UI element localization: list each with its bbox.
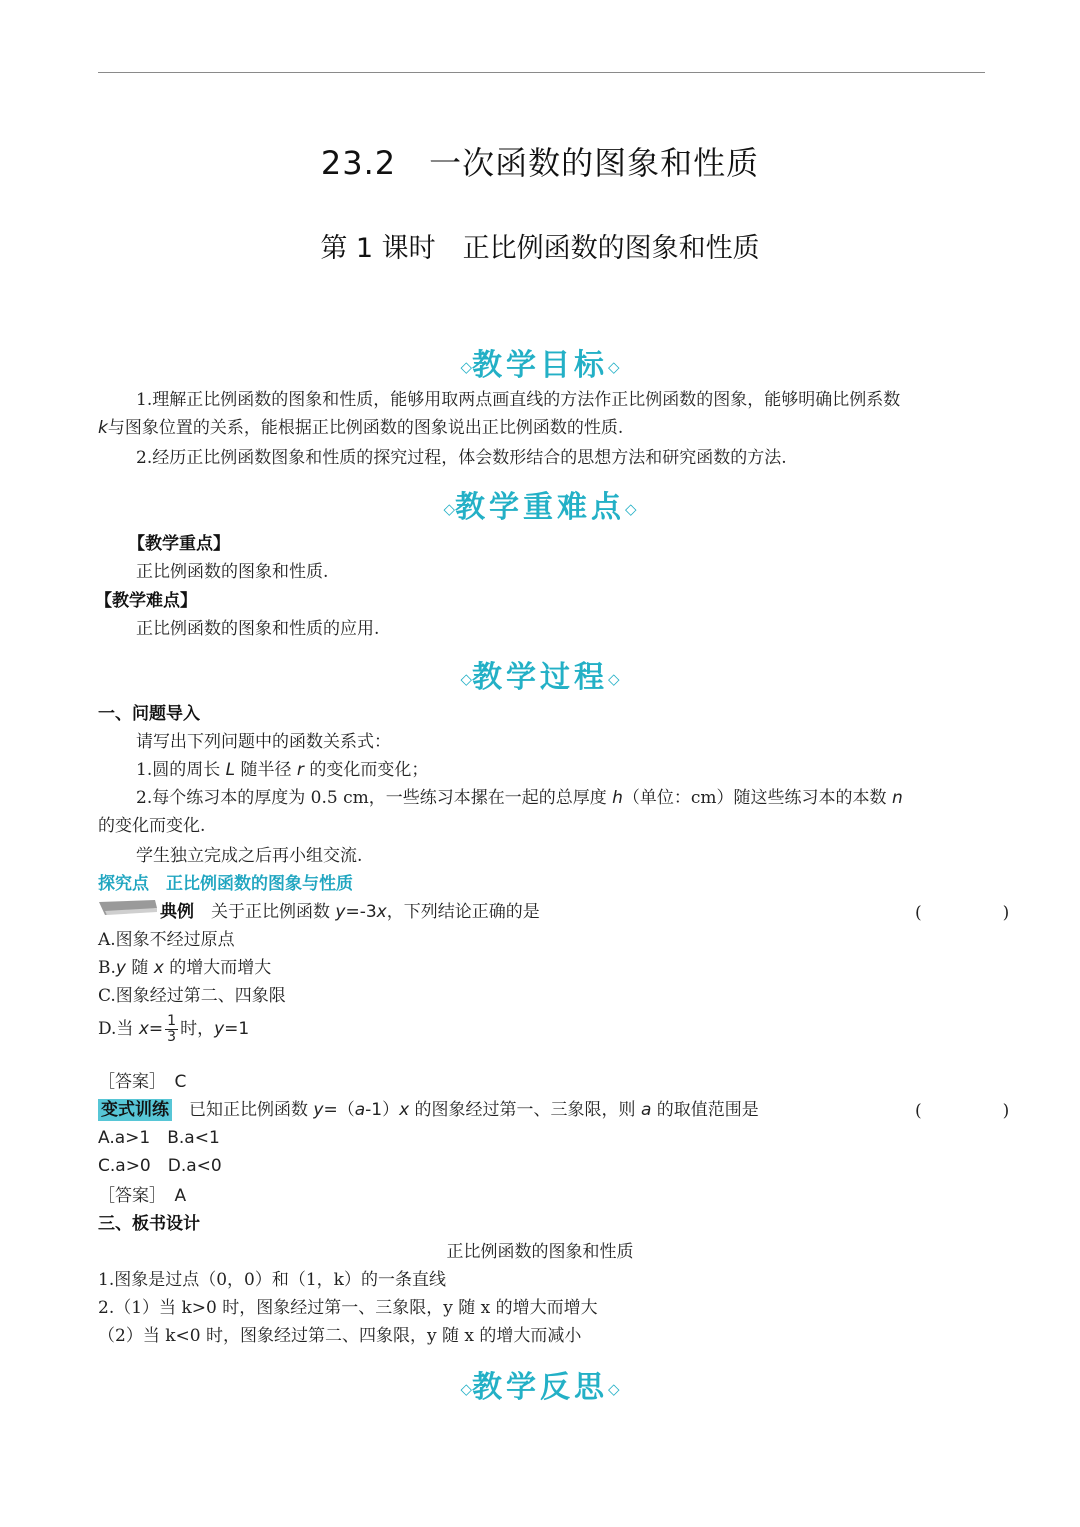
section-process	[0, 652, 1080, 696]
section-process-title: 教学过程	[472, 660, 608, 695]
board-title: 正比例函数的图象和性质	[446, 1242, 634, 1262]
diamond-icon: ◇	[625, 500, 637, 518]
group-note: 学生独立完成之后再小组交流.	[136, 846, 363, 866]
board-line-2: 2.（1）当 k>0 时，图象经过第一、三象限，y 随 x 的增大而增大	[98, 1298, 598, 1318]
answer-1: ［答案］ C	[98, 1072, 187, 1092]
page-title: 23.2 一次函数的图象和性质	[320, 144, 760, 182]
difficulty-label: 【教学难点】	[95, 591, 197, 611]
diamond-icon: ◇	[443, 500, 455, 518]
option-d: D.当 x= $\frac{1}{3}$ 时，y=1	[98, 1013, 250, 1045]
example-question: 典例 关于正比例函数 y=-3x，下列结论正确的是	[160, 902, 540, 922]
variant-options-1: A.a>1 B.a<1	[98, 1128, 220, 1148]
answer-paren-2: ( )	[915, 1101, 1042, 1121]
diamond-icon: ◇	[460, 670, 472, 688]
option-b: B.y 随 x 的增大而增大	[98, 958, 272, 978]
question-2-cont: 的变化而变化.	[98, 816, 206, 836]
intro-text: 请写出下列问题中的函数关系式：	[136, 732, 391, 752]
fraction-one-third: $\frac{1}{3}$	[167, 1013, 177, 1045]
board-line-3: （2）当 k<0 时，图象经过第二、四象限，y 随 x 的增大而减小	[98, 1326, 582, 1346]
part1-title: 一、问题导入	[98, 704, 200, 724]
answer-paren: ( )	[915, 903, 1042, 923]
diamond-icon: ◇	[460, 358, 472, 376]
question-1: 1.圆的周长 L 随半径 r 的变化而变化；	[136, 760, 429, 780]
header-rule	[98, 72, 985, 73]
question-2: 2.每个练习本的厚度为 0.5 cm，一些练习本摞在一起的总厚度 h（单位：cm）随这些练习本的本数 n	[136, 788, 903, 808]
diamond-icon: ◇	[608, 670, 620, 688]
explore-label: 探究点 正比例函数的图象与性质	[98, 874, 353, 894]
objective-1a: 1.理解正比例函数的图象和性质，能够用取两点画直线的方法作正比例函数的图象，能够明确比例系数	[136, 390, 901, 410]
diamond-icon: ◇	[608, 1380, 620, 1398]
section-objectives-title: 教学目标	[472, 348, 608, 383]
section-reflection	[0, 1362, 1080, 1406]
diamond-icon: ◇	[608, 358, 620, 376]
focus-label: 【教学重点】	[128, 534, 230, 554]
option-c: C.图象经过第二、四象限	[98, 986, 286, 1006]
option-a: A.图象不经过原点	[98, 930, 235, 950]
section-keypoints-title: 教学重难点	[455, 490, 625, 525]
part3-title: 三、板书设计	[98, 1214, 200, 1234]
example-flag-icon	[99, 900, 157, 915]
lesson-subtitle: 第 1 课时 正比例函数的图象和性质	[320, 233, 760, 264]
focus-text: 正比例函数的图象和性质.	[136, 562, 329, 582]
variant-question: 变式训练 已知正比例函数 y=（a-1）x 的图象经过第一、三象限，则 a 的取值范围是	[98, 1096, 759, 1124]
section-keypoints	[0, 482, 1080, 526]
objective-1b: k与图象位置的关系，能根据正比例函数的图象说出正比例函数的性质.	[98, 418, 624, 438]
section-reflection-title: 教学反思	[472, 1370, 608, 1405]
variant-options-2: C.a>0 D.a<0	[98, 1156, 222, 1176]
diamond-icon: ◇	[460, 1380, 472, 1398]
objective-2: 2.经历正比例函数图象和性质的探究过程，体会数形结合的思想方法和研究函数的方法.	[136, 448, 787, 468]
board-line-1: 1.图象是过点（0，0）和（1，k）的一条直线	[98, 1270, 446, 1290]
answer-2: ［答案］ A	[98, 1186, 187, 1206]
difficulty-text: 正比例函数的图象和性质的应用.	[136, 619, 380, 639]
section-objectives	[0, 340, 1080, 384]
